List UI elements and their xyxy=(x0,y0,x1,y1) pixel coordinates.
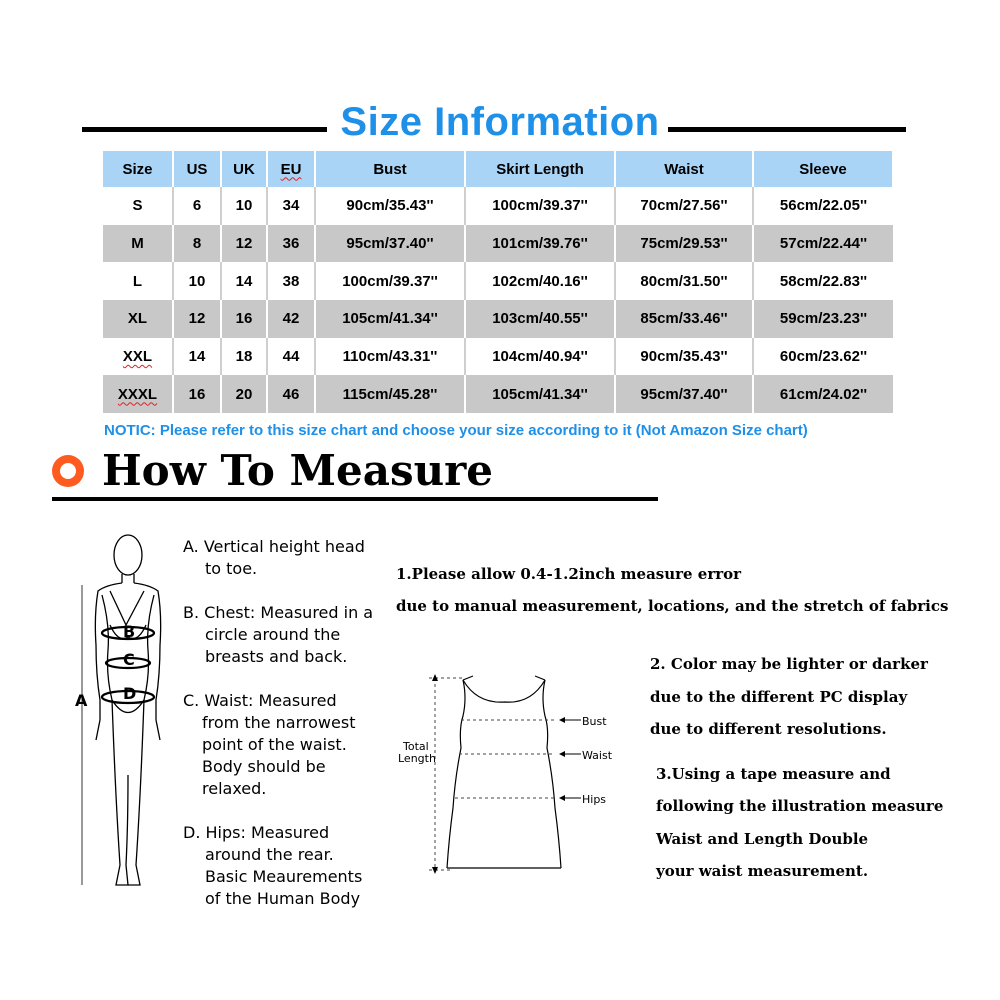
table-cell: 44 xyxy=(267,338,315,376)
dress-label-length: Length xyxy=(398,752,436,765)
instruction-line: to toe. xyxy=(205,559,258,578)
table-cell: 34 xyxy=(267,187,315,225)
table-cell: XL xyxy=(103,300,173,338)
note-2-line-1: 2. Color may be lighter or darker xyxy=(650,655,928,673)
table-cell: 70cm/27.56'' xyxy=(615,187,753,225)
column-header: Waist xyxy=(615,151,753,187)
instruction-line: around the rear. xyxy=(205,845,334,864)
table-cell: L xyxy=(103,262,173,300)
table-header-row xyxy=(103,151,893,187)
column-header: Sleeve xyxy=(753,151,893,187)
column-header: US xyxy=(173,151,221,187)
body-measurement-figure xyxy=(66,525,186,915)
instruction-line: Body should be xyxy=(202,757,326,776)
size-label: XXXL xyxy=(117,385,158,403)
table-cell: 46 xyxy=(267,375,315,413)
table-cell: 20 xyxy=(221,375,267,413)
table-cell: 60cm/23.62'' xyxy=(753,338,893,376)
table-cell: 101cm/39.76'' xyxy=(465,225,615,263)
table-cell: 90cm/35.43'' xyxy=(615,338,753,376)
table-cell: 61cm/24.02'' xyxy=(753,375,893,413)
dress-label-bust: Bust xyxy=(582,715,607,728)
table-cell: 95cm/37.40'' xyxy=(315,225,465,263)
dress-label-hips: Hips xyxy=(582,793,607,806)
column-header xyxy=(267,151,315,187)
table-row xyxy=(103,338,893,376)
note-3-line-4: your waist measurement. xyxy=(656,862,869,880)
table-cell: 56cm/22.05'' xyxy=(753,187,893,225)
dress-measurement-figure xyxy=(395,668,625,880)
column-header: Size xyxy=(103,151,173,187)
instruction-line: A. Vertical height head xyxy=(183,537,365,556)
table-cell: 18 xyxy=(221,338,267,376)
note-1-line-2: due to manual measurement, locations, and the stretch of fabrics xyxy=(396,597,949,615)
table-cell: 14 xyxy=(173,338,221,376)
table-cell: 38 xyxy=(267,262,315,300)
instruction-line: relaxed. xyxy=(202,779,267,798)
note-3-line-2: following the illustration measure xyxy=(656,797,944,815)
orange-circle-icon xyxy=(52,455,84,487)
instruction-line: breasts and back. xyxy=(205,647,348,666)
label-c: C xyxy=(123,650,135,669)
note-1-line-1: 1.Please allow 0.4-1.2inch measure error xyxy=(396,565,742,583)
table-cell: 8 xyxy=(173,225,221,263)
table-row xyxy=(103,187,893,225)
title-rule-left xyxy=(82,127,327,132)
table-row xyxy=(103,300,893,338)
instruction-line: circle around the xyxy=(205,625,341,644)
note-2-line-3: due to different resolutions. xyxy=(650,720,887,738)
column-header: Skirt Length xyxy=(465,151,615,187)
column-header: Bust xyxy=(315,151,465,187)
table-cell: 57cm/22.44'' xyxy=(753,225,893,263)
table-cell: 100cm/39.37'' xyxy=(465,187,615,225)
table-cell: 42 xyxy=(267,300,315,338)
instruction-line: from the narrowest xyxy=(202,713,356,732)
label-a: A xyxy=(75,691,88,710)
table-cell: 80cm/31.50'' xyxy=(615,262,753,300)
dress-label-waist: Waist xyxy=(582,749,613,762)
label-d: D xyxy=(123,684,137,703)
table-cell: 58cm/22.83'' xyxy=(753,262,893,300)
table-cell: 85cm/33.46'' xyxy=(615,300,753,338)
table-cell: M xyxy=(103,225,173,263)
table-cell: 12 xyxy=(221,225,267,263)
column-header: UK xyxy=(221,151,267,187)
table-cell: 95cm/37.40'' xyxy=(615,375,753,413)
note-2-line-2: due to the different PC display xyxy=(650,688,908,706)
instruction-c xyxy=(183,690,355,800)
table-cell: S xyxy=(103,187,173,225)
table-cell: 103cm/40.55'' xyxy=(465,300,615,338)
table-cell: 12 xyxy=(173,300,221,338)
table-cell: 75cm/29.53'' xyxy=(615,225,753,263)
table-cell: 100cm/39.37'' xyxy=(315,262,465,300)
dress-label-total: Total xyxy=(403,740,429,753)
page-title: Size Information xyxy=(340,100,660,144)
instruction-line: of the Human Body xyxy=(205,889,361,908)
instruction-line: Basic Meaurements xyxy=(205,867,363,886)
table-cell: 16 xyxy=(173,375,221,413)
title-rule-right xyxy=(668,127,906,132)
instruction-line: B. Chest: Measured in a xyxy=(183,603,374,622)
table-cell: 102cm/40.16'' xyxy=(465,262,615,300)
table-row xyxy=(103,262,893,300)
note-3-line-1: 3.Using a tape measure and xyxy=(656,765,891,783)
table-cell: 14 xyxy=(221,262,267,300)
instruction-a xyxy=(183,536,365,580)
table-cell xyxy=(103,338,173,376)
table-cell: 10 xyxy=(173,262,221,300)
table-cell: 6 xyxy=(173,187,221,225)
table-cell: 16 xyxy=(221,300,267,338)
table-cell: 104cm/40.94'' xyxy=(465,338,615,376)
table-cell: 105cm/41.34'' xyxy=(315,300,465,338)
size-chart-table xyxy=(103,151,894,413)
table-cell: 10 xyxy=(221,187,267,225)
table-cell xyxy=(103,375,173,413)
label-b: B xyxy=(123,622,136,641)
instruction-line: point of the waist. xyxy=(202,735,347,754)
table-cell: 110cm/43.31'' xyxy=(315,338,465,376)
table-cell: 105cm/41.34'' xyxy=(465,375,615,413)
size-label: XXL xyxy=(122,347,153,365)
instruction-line: C. Waist: Measured xyxy=(183,691,337,710)
section-title: How To Measure xyxy=(102,446,494,495)
column-header-label: EU xyxy=(280,160,302,178)
table-cell: 90cm/35.43'' xyxy=(315,187,465,225)
table-cell: 115cm/45.28'' xyxy=(315,375,465,413)
instruction-b xyxy=(183,602,373,668)
table-cell: 36 xyxy=(267,225,315,263)
section-rule xyxy=(52,497,658,501)
table-row xyxy=(103,225,893,263)
instruction-line: D. Hips: Measured xyxy=(183,823,330,842)
size-notice: NOTIC: Please refer to this size chart and choose your size according to it (Not Amazon Size chart) xyxy=(104,422,808,439)
instruction-d xyxy=(183,822,362,910)
note-3-line-3: Waist and Length Double xyxy=(656,830,869,848)
table-row xyxy=(103,375,893,413)
table-cell: 59cm/23.23'' xyxy=(753,300,893,338)
